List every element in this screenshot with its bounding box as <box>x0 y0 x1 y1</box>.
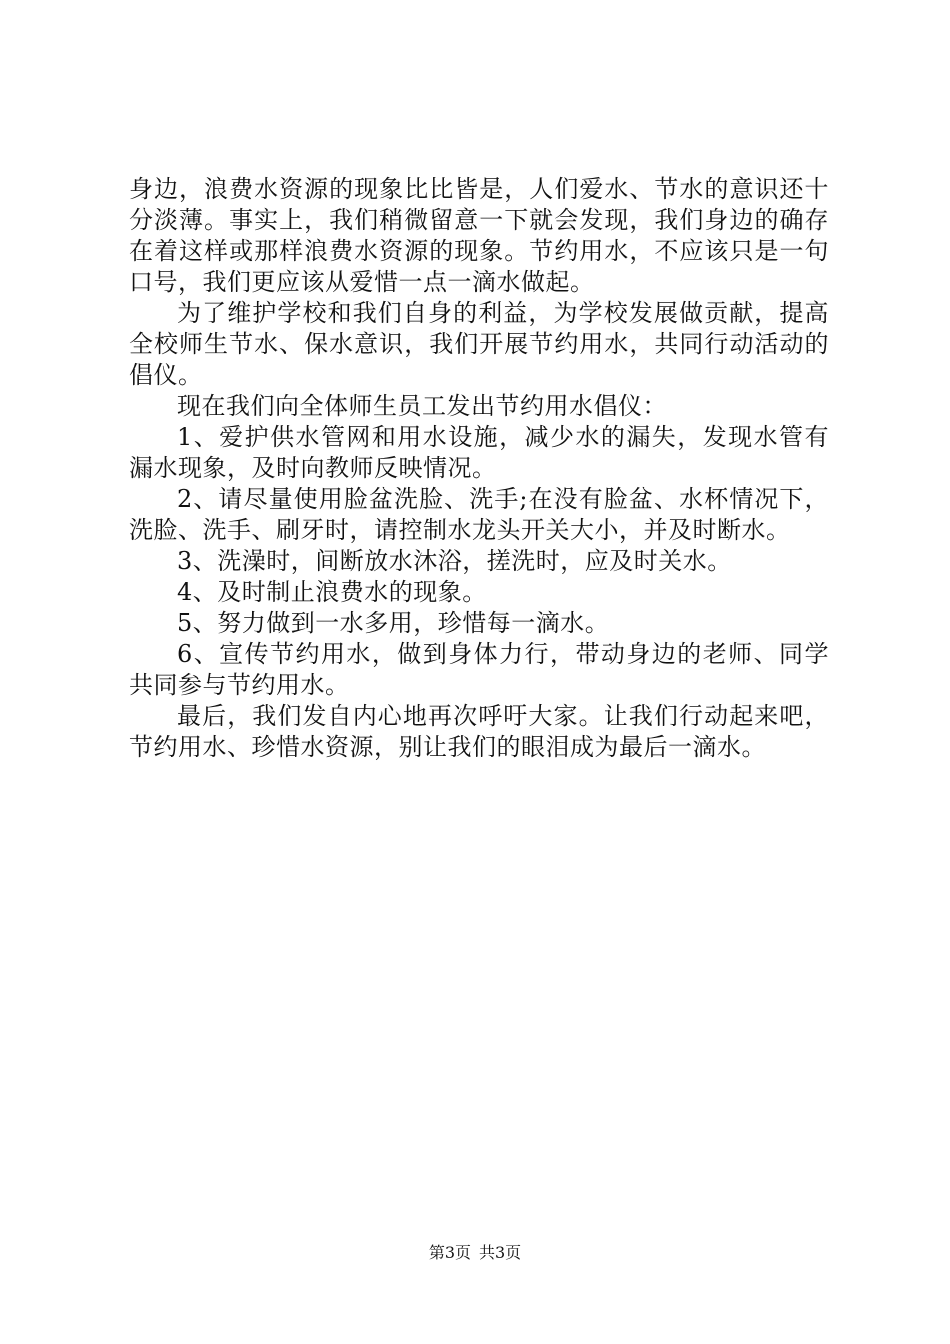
paragraph-closing: 最后，我们发自内心地再次呼吁大家。让我们行动起来吧，节约用水、珍惜水资源，别让我们的眼泪成为最后一滴水。 <box>129 702 829 761</box>
list-item-5: 5、努力做到一水多用，珍惜每一滴水。 <box>177 609 610 637</box>
list-item-6: 6、宣传节约用水，做到身体力行，带动身边的老师、同学共同参与节约用水。 <box>129 640 829 699</box>
list-item-1: 1、爱护供水管网和用水设施，减少水的漏失，发现水管有漏水现象，及时向教师反映情况。 <box>129 423 829 482</box>
page-number: 第3页 <box>428 1243 471 1262</box>
page-footer <box>0 1243 950 1263</box>
list-item-2: 2、请尽量使用脸盆洗脸、洗手;在没有脸盆、水杯情况下，洗脸、洗手、刷牙时，请控制水龙头开关大小，并及时断水。 <box>129 485 829 544</box>
paragraph-purpose: 为了维护学校和我们自身的利益，为学校发展做贡献，提高全校师生节水、保水意识，我们开展节约用水，共同行动活动的倡仪。 <box>129 299 829 389</box>
page-total: 共3页 <box>479 1243 522 1262</box>
list-item-3: 3、洗澡时，间断放水沐浴，搓洗时，应及时关水。 <box>177 547 732 575</box>
paragraph-continuation: 身边，浪费水资源的现象比比皆是，人们爱水、节水的意识还十分淡薄。事实上，我们稍微留意一下就会发现，我们身边的确存在着这样或那样浪费水资源的现象。节约用水，不应该只是一句口号，我们更应该从爱惜一点一滴水做起。 <box>129 175 829 296</box>
list-item-4: 4、及时制止浪费水的现象。 <box>177 578 487 606</box>
paragraph-intro: 现在我们向全体师生员工发出节约用水倡仪： <box>177 392 667 420</box>
document-body <box>129 174 829 763</box>
